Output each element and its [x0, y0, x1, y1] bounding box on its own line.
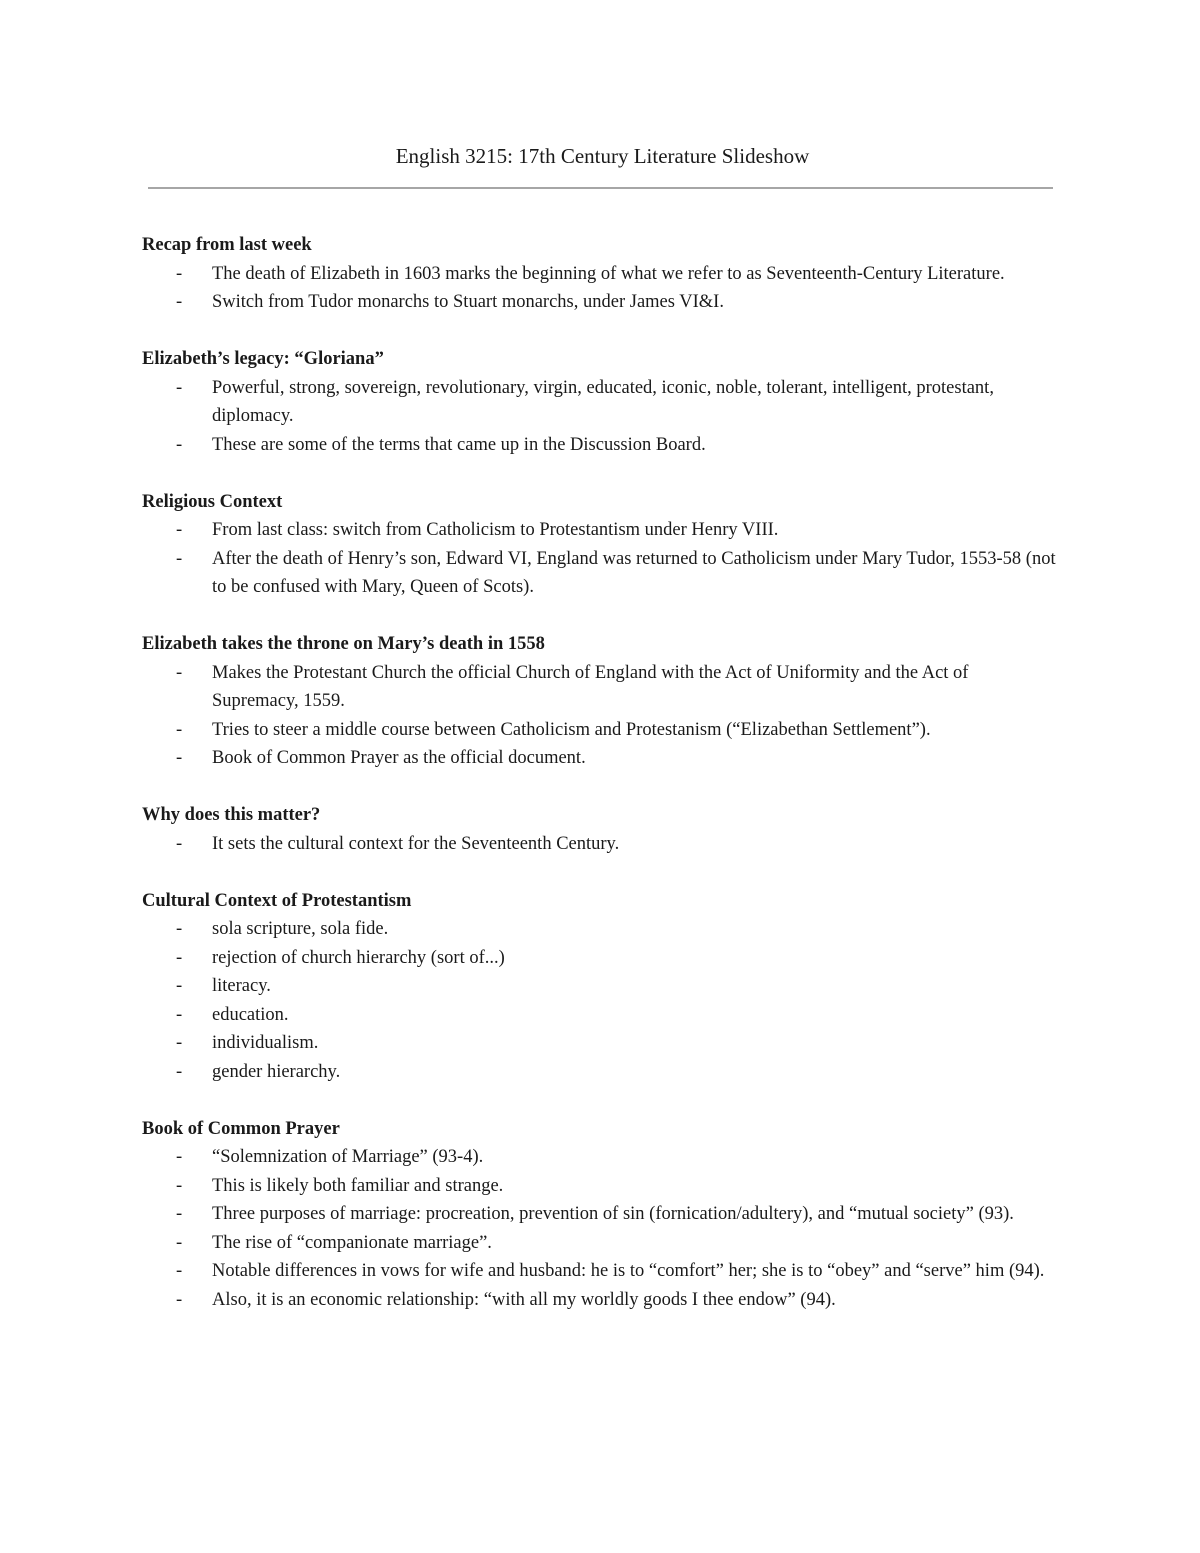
- bullet-dash: -: [176, 748, 183, 768]
- list-item: [142, 260, 1057, 289]
- list-item: [142, 830, 1057, 859]
- document-page: [142, 140, 1057, 1343]
- bullet-dash: -: [176, 292, 183, 312]
- bullet-list: [142, 260, 1057, 317]
- bullet-text: rejection of church hierarchy (sort of...): [212, 947, 505, 968]
- bullet-dash: -: [176, 548, 183, 569]
- bullet-text: The death of Elizabeth in 1603 marks the beginning of what we refer to as Seventeenth-Century Literature.: [212, 263, 1005, 284]
- document-title: English 3215: 17th Century Literature Slideshow: [395, 144, 810, 168]
- list-item: [142, 1286, 1057, 1315]
- bullet-text: These are some of the terms that came up in the Discussion Board.: [212, 434, 706, 455]
- document-section: [142, 1115, 1057, 1315]
- bullet-dash: -: [176, 263, 183, 284]
- section-heading: Religious Context: [142, 491, 283, 512]
- list-item: [142, 915, 1057, 944]
- section-heading: Elizabeth’s legacy: “Gloriana”: [142, 349, 384, 369]
- document-section: [142, 630, 1057, 773]
- bullet-text: gender hierarchy.: [212, 1061, 341, 1082]
- list-item: [142, 1200, 1057, 1229]
- list-item: [142, 516, 1057, 545]
- list-item: [142, 1257, 1057, 1286]
- section-heading: Cultural Context of Protestantism: [142, 890, 412, 911]
- bullet-dash: -: [176, 919, 183, 939]
- bullet-dash: -: [176, 719, 183, 740]
- bullet-text: Three purposes of marriage: procreation, prevention of sin (fornication/adultery), and “mutual society” (93).: [212, 1204, 1014, 1224]
- bullet-text: It sets the cultural context for the Seventeenth Century.: [212, 833, 620, 854]
- document-section: [142, 887, 1057, 1087]
- list-item: [142, 659, 1057, 716]
- bullet-dash: -: [176, 1061, 183, 1082]
- bullet-text: literacy.: [212, 976, 271, 996]
- section-heading: Recap from last week: [142, 235, 312, 255]
- list-item: [142, 374, 1057, 431]
- bullet-text: Tries to steer a middle course between Catholicism and Protestanism (“Elizabethan Settlement”).: [212, 719, 931, 740]
- bullet-list: [142, 1143, 1057, 1314]
- bullet-list: [142, 659, 1057, 773]
- bullet-dash: -: [176, 1289, 183, 1310]
- bullet-dash: -: [176, 1232, 183, 1253]
- bullet-dash: -: [176, 1204, 183, 1224]
- list-item: [142, 972, 1057, 1001]
- list-item: [142, 716, 1057, 745]
- list-item: [142, 1172, 1057, 1201]
- list-item: [142, 744, 1057, 773]
- title-divider: [148, 187, 1053, 189]
- bullet-text: Notable differences in vows for wife and husband: he is to “comfort” her; she is to “obey” and “serve” him (94).: [212, 1261, 1045, 1281]
- bullet-text: Makes the Protestant Church the official Church of England with the Act of Uniformity and the Act of Supremacy, 1559.: [212, 662, 969, 711]
- bullet-list: [142, 516, 1057, 602]
- bullet-text: Book of Common Prayer as the official document.: [212, 748, 586, 768]
- bullet-dash: -: [176, 520, 183, 540]
- bullet-text: Switch from Tudor monarchs to Stuart monarchs, under James VI&I.: [212, 292, 724, 312]
- section-heading: Why does this matter?: [142, 805, 321, 825]
- bullet-list: [142, 374, 1057, 460]
- list-item: [142, 1001, 1057, 1030]
- bullet-dash: -: [176, 377, 183, 398]
- bullet-text: sola scripture, sola fide.: [212, 919, 389, 939]
- bullet-dash: -: [176, 1261, 183, 1281]
- bullet-text: individualism.: [212, 1033, 319, 1053]
- bullet-text: From last class: switch from Catholicism to Protestantism under Henry VIII.: [212, 520, 779, 540]
- bullet-list: [142, 915, 1057, 1086]
- list-item: [142, 944, 1057, 973]
- bullet-text: This is likely both familiar and strange.: [212, 1175, 504, 1196]
- list-item: [142, 1143, 1057, 1172]
- bullet-dash: -: [176, 1175, 183, 1196]
- list-item: [142, 1229, 1057, 1258]
- bullet-dash: -: [176, 947, 183, 968]
- bullet-list: [142, 830, 1057, 859]
- list-item: [142, 1029, 1057, 1058]
- bullet-text: After the death of Henry’s son, Edward VI, England was returned to Catholicism under Mary Tudor, 1553-58 (not to be confused with Mary, Queen of Scots).: [212, 548, 1056, 597]
- bullet-dash: -: [176, 1004, 183, 1025]
- bullet-dash: -: [176, 434, 183, 455]
- section-heading: Book of Common Prayer: [142, 1118, 340, 1139]
- document-section: [142, 231, 1057, 317]
- list-item: [142, 545, 1057, 602]
- list-item: [142, 288, 1057, 317]
- document-body: [142, 231, 1057, 1314]
- list-item: [142, 1058, 1057, 1087]
- bullet-dash: -: [176, 1033, 183, 1053]
- bullet-dash: -: [176, 1147, 183, 1167]
- bullet-text: education.: [212, 1004, 289, 1025]
- bullet-dash: -: [176, 833, 183, 854]
- document-section: [142, 488, 1057, 602]
- document-section: [142, 801, 1057, 858]
- list-item: [142, 431, 1057, 460]
- bullet-text: Powerful, strong, sovereign, revolutionary, virgin, educated, iconic, noble, tolerant, intelligent, protestant, diplomacy.: [212, 377, 994, 426]
- document-section: [142, 345, 1057, 459]
- bullet-text: The rise of “companionate marriage”.: [212, 1232, 492, 1253]
- section-heading: Elizabeth takes the throne on Mary’s death in 1558: [142, 634, 545, 654]
- bullet-dash: -: [176, 976, 183, 996]
- bullet-dash: -: [176, 662, 183, 683]
- bullet-text: Also, it is an economic relationship: “with all my worldly goods I thee endow” (94).: [212, 1289, 836, 1310]
- bullet-text: “Solemnization of Marriage” (93-4).: [212, 1147, 484, 1167]
